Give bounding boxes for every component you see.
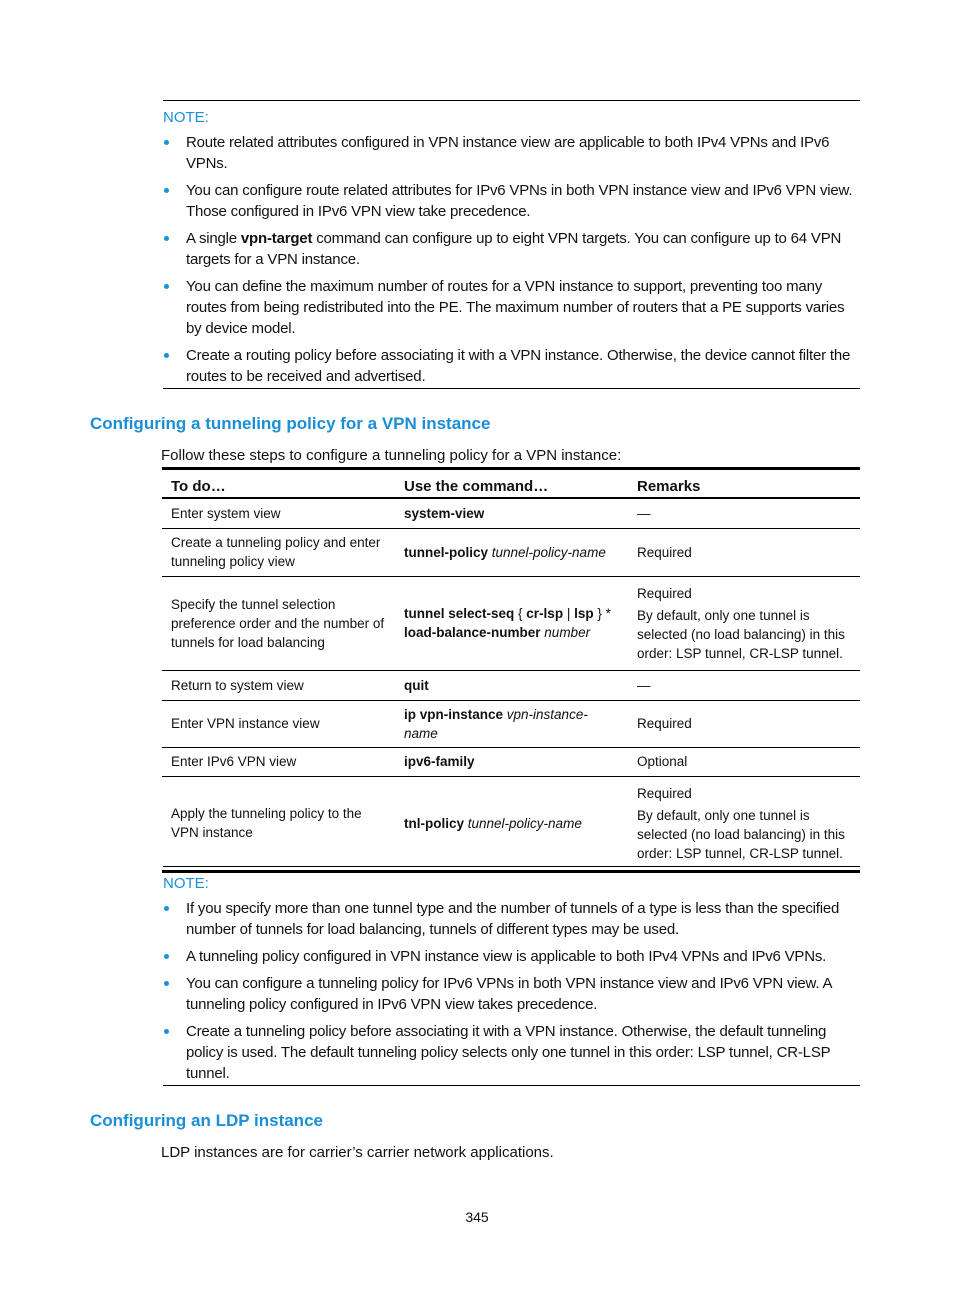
note-item: Route related attributes configured in VPN instance view are applicable to both IPv4 VPNs and IPv6 VPNs. <box>163 132 860 174</box>
table-header-row <box>162 469 860 499</box>
note-item: A tunneling policy configured in VPN instance view is applicable to both IPv4 VPNs and IPv6 VPNs. <box>163 946 860 967</box>
note-item: You can configure a tunneling policy for IPv6 VPNs in both VPN instance view and IPv6 VPN view. A tunneling policy configured in IPv6 VPN view takes precedence. <box>163 973 860 1015</box>
table-row: Enter IPv6 VPN view ipv6-family Optional <box>162 747 860 776</box>
note-label: NOTE: <box>163 875 209 892</box>
note-item: Create a routing policy before associating it with a VPN instance. Otherwise, the device cannot filter the routes to be received and advertised. <box>163 345 860 387</box>
table-row: Enter VPN instance view ip vpn-instance vpn-instance-name Required <box>162 700 860 747</box>
bullet-icon <box>164 236 169 241</box>
note-item: You can configure route related attributes for IPv6 VPNs in both VPN instance view and IPv6 VPN view. Those configured in IPv6 VPN view take precedence. <box>163 180 860 222</box>
note-box-vpn-attributes <box>163 100 860 389</box>
note-item: If you specify more than one tunnel type and the number of tunnels of a type is less than the specified number of tunnels for load balancing, tunnels of different types may be used. <box>163 898 860 940</box>
note-box-tunneling-policy <box>163 866 860 1086</box>
bullet-icon <box>164 140 169 145</box>
section-intro: LDP instances are for carrier’s carrier network applications. <box>161 1144 554 1161</box>
bullet-icon <box>164 1029 169 1034</box>
column-header: Use the command… <box>395 469 628 499</box>
column-header: Remarks <box>628 469 860 499</box>
note-item: Create a tunneling policy before associating it with a VPN instance. Otherwise, the default tunneling policy is used. The default tunneling policy selects only one tunnel in this order: LSP tunnel, CR-LSP tunnel. <box>163 1021 860 1084</box>
column-header: To do… <box>162 469 395 499</box>
bullet-icon <box>164 981 169 986</box>
table-row: Apply the tunneling policy to the VPN instance tnl-policy tunnel-policy-name Required By default, only one tunnel is selected (no load balancing) in this order: LSP tunnel, CR-LSP tunnel. <box>162 776 860 871</box>
note-item: You can define the maximum number of routes for a VPN instance to support, preventing too many routes from being redistributed into the PE. The maximum number of routers that a PE supports varies by device model. <box>163 276 860 339</box>
bullet-icon <box>164 906 169 911</box>
section-heading: Configuring an LDP instance <box>90 1111 323 1130</box>
table-row: Specify the tunnel selection preference order and the number of tunnels for load balancing tunnel select-seq { cr-lsp | lsp } * load-balance-number number Required By default, only one tunnel is selected (no load balancing) in this order: LSP tunnel, CR-LSP tunnel. <box>162 576 860 670</box>
table-row: Create a tunneling policy and enter tunneling policy view tunnel-policy tunnel-policy-name Required <box>162 528 860 576</box>
page-number: 345 <box>465 1209 489 1225</box>
bullet-icon <box>164 954 169 959</box>
section-heading: Configuring a tunneling policy for a VPN instance <box>90 414 491 433</box>
table-row: Enter system view system-view — <box>162 498 860 528</box>
note-item: A single vpn-target command can configure up to eight VPN targets. You can configure up to 64 VPN targets for a VPN instance. <box>163 228 860 270</box>
command-table <box>162 467 860 873</box>
bullet-icon <box>164 188 169 193</box>
bullet-icon <box>164 284 169 289</box>
bullet-icon <box>164 353 169 358</box>
section-intro: Follow these steps to configure a tunneling policy for a VPN instance: <box>161 447 622 464</box>
table-row: Return to system view quit — <box>162 670 860 700</box>
note-label: NOTE: <box>163 109 209 126</box>
